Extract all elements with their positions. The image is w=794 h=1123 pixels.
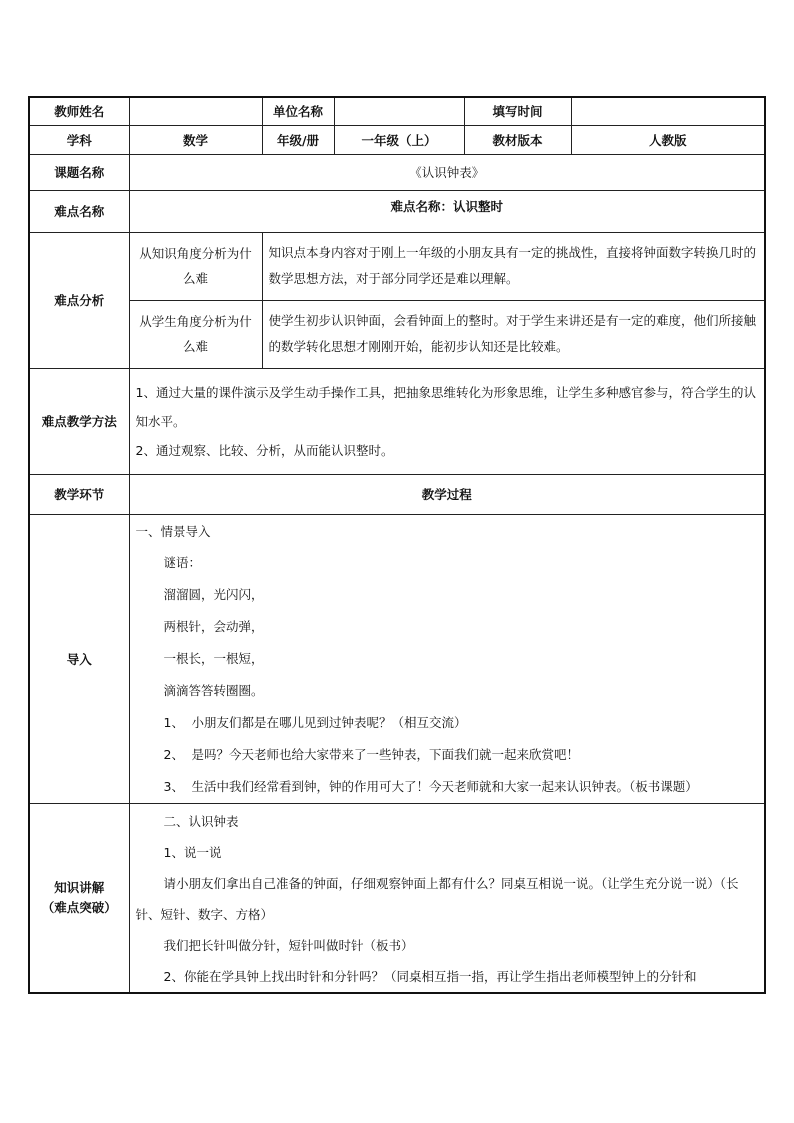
- process-label: 教学过程: [129, 474, 765, 514]
- lesson-plan-page: [28, 96, 764, 994]
- grade-value: 一年级（上）: [334, 125, 464, 154]
- intro-item-num: 2、: [163, 746, 184, 762]
- student-angle-label: 从学生角度分析为什么难: [129, 300, 262, 368]
- process-header-row: [29, 474, 765, 514]
- intro-item: [136, 707, 759, 739]
- riddle-line: 溜溜圆，光闪闪，: [163, 586, 264, 602]
- subject-value: 数学: [129, 125, 262, 154]
- lesson-title-value: 《认识钟表》: [129, 154, 765, 190]
- intro-row: [29, 514, 765, 803]
- riddle-line: 滴滴答答转圈圈。: [163, 682, 264, 698]
- intro-item-text: 小朋友们都是在哪儿见到过钟表呢？（相互交流）: [191, 714, 467, 730]
- method-line-1: 1、通过大量的课件演示及学生动手操作工具，把抽象思维转化为形象思维，让学生多种感官参与，符合学生的认知水平。: [135, 384, 756, 429]
- student-angle-text: 使学生初步认识钟面，会看钟面上的整时。对于学生来讲还是有一定的难度，他们所接触的数学转化思想才刚刚开始，能初步认知还是比较难。: [262, 300, 765, 368]
- analysis-student-row: [29, 300, 765, 368]
- knowledge-label: [29, 803, 129, 993]
- intro-item-num: 3、: [163, 778, 184, 794]
- lesson-title-label: 课题名称: [29, 154, 129, 190]
- analysis-knowledge-row: [29, 232, 765, 300]
- fill-time-value[interactable]: [571, 97, 765, 125]
- unit-name-label: 单位名称: [262, 97, 334, 125]
- method-row: [29, 368, 765, 474]
- intro-item-text: 生活中我们经常看到钟，钟的作用可大了！今天老师就和大家一起来认识钟表。（板书课题）: [191, 778, 698, 794]
- knowledge-sub-1: 1、说一说: [163, 844, 222, 860]
- knowledge-label-line-1: 知识讲解: [54, 879, 105, 895]
- difficulty-name-label: 难点名称: [29, 190, 129, 232]
- riddle-label: 谜语：: [163, 554, 202, 570]
- unit-name-value[interactable]: [334, 97, 464, 125]
- analysis-label: 难点分析: [29, 232, 129, 368]
- teacher-name-label: 教师姓名: [29, 97, 129, 125]
- stage-label: 教学环节: [29, 474, 129, 514]
- intro-item: [136, 739, 759, 771]
- header-row-1: [29, 97, 765, 125]
- intro-content: [129, 514, 765, 803]
- difficulty-row: [29, 190, 765, 232]
- intro-heading: 一、情景导入: [135, 523, 211, 539]
- intro-item: [136, 771, 759, 803]
- intro-item-num: 1、: [163, 714, 184, 730]
- grade-label: 年级/册: [262, 125, 334, 154]
- knowledge-para-2: 我们把长针叫做分针，短针叫做时针（板书）: [163, 937, 414, 953]
- edition-label: 教材版本: [464, 125, 571, 154]
- knowledge-angle-text: 知识点本身内容对于刚上一年级的小朋友具有一定的挑战性，直接将钟面数字转换几时的数学思想方法，对于部分同学还是难以理解。: [262, 232, 765, 300]
- knowledge-heading: 二、认识钟表: [163, 813, 239, 829]
- knowledge-row: [29, 803, 765, 993]
- edition-value: 人教版: [571, 125, 765, 154]
- teacher-name-value[interactable]: [129, 97, 262, 125]
- subject-label: 学科: [29, 125, 129, 154]
- intro-item-text: 是吗？今天老师也给大家带来了一些钟表，下面我们就一起来欣赏吧！: [191, 746, 580, 762]
- difficulty-name-value: 难点名称：认识整时: [129, 190, 765, 232]
- method-content: [129, 368, 765, 474]
- knowledge-angle-label: 从知识角度分析为什么难: [129, 232, 262, 300]
- riddle-line: 两根针，会动弹，: [163, 618, 264, 634]
- riddle-line: 一根长，一根短，: [163, 650, 264, 666]
- lesson-plan-table: [28, 96, 766, 994]
- knowledge-label-line-2: （难点突破）: [41, 899, 117, 915]
- lesson-title-row: [29, 154, 765, 190]
- knowledge-content: [129, 803, 765, 993]
- method-line-2: 2、通过观察、比较、分析，从而能认识整时。: [135, 442, 394, 458]
- fill-time-label: 填写时间: [464, 97, 571, 125]
- knowledge-para-1: 请小朋友们拿出自己准备的钟面，仔细观察钟面上都有什么？同桌互相说一说。（让学生充分说一说）（长针、短针、数字、方格）: [135, 875, 739, 922]
- intro-label: 导入: [29, 514, 129, 803]
- header-row-2: [29, 125, 765, 154]
- knowledge-para-3: 2、你能在学具钟上找出时针和分针吗？（同桌相互指一指，再让学生指出老师模型钟上的分针和: [163, 968, 697, 984]
- method-label: 难点教学方法: [29, 368, 129, 474]
